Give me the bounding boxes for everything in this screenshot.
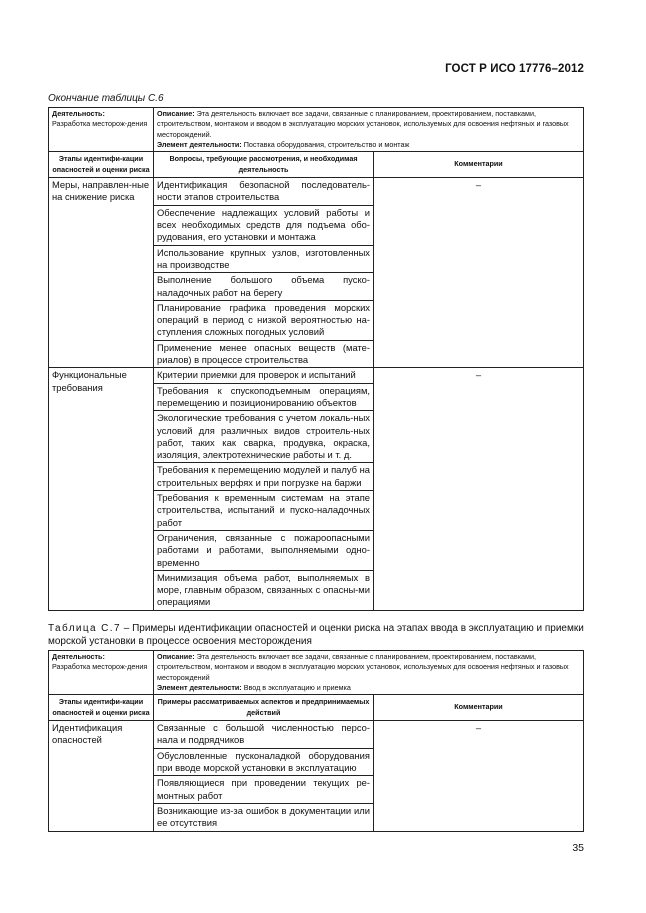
list-item: Критерии приемки для проверок и испытаний [154, 368, 373, 383]
column-header-row [49, 695, 584, 721]
comment-cell: – [374, 368, 584, 610]
list-item: Применение менее опасных веществ (мате-риалов) в процессе строительства [157, 341, 370, 366]
list-item: Требования к временным системам на этапе строительства, испытаний и пуско-наладочных работ [154, 491, 373, 531]
table-row [49, 368, 584, 610]
comment-cell: – [374, 721, 584, 831]
table-c7 [48, 650, 584, 832]
activity-value: Разработка месторож-дения [52, 662, 148, 672]
list-item: Ограничения, связанные с пожароопасными работами и работами, выполняемыми одно-временно [154, 531, 373, 571]
activity-cell [49, 108, 154, 152]
list-item: Возникающие из-за ошибок в документации или ее отсутствия [157, 804, 370, 829]
list-item: Идентификация безопасной последователь-ности этапов строительства [154, 178, 373, 206]
stage-cell: Меры, направлен-ные на снижение риска [49, 178, 154, 368]
activity-label: Деятельность: [52, 109, 105, 118]
element-text: Ввод в эксплуатацию и приемка [243, 682, 351, 692]
activity-label: Деятельность: [52, 652, 105, 661]
page-number: 35 [572, 842, 584, 854]
table-row [49, 178, 584, 368]
col-header-questions: Вопросы, требующие рассмотрения, и необходимая деятельность [154, 152, 374, 178]
col-header-comments: Комментарии [374, 695, 584, 721]
comment-cell: – [374, 178, 584, 368]
list-item: Минимизация объема работ, выполняемых в море, главным образом, связанных с опасны-ми операциями [157, 571, 370, 608]
description-text: Эта деятельность включает все задачи, связанные с планированием, проектированием, поставками, строительством, монтажом и вводом в эксплуатацию морских установок, используемых для освоения нефтяных и газовых месторождений. [157, 109, 569, 139]
caption-text: – Примеры идентификации опасностей и оценки риска на этапах ввода в эксплуатацию и приемки морской установки в процессе освоения месторождения [48, 623, 584, 647]
table-row [49, 721, 584, 831]
list-item: Выполнение большого объема пуско-наладочных работ на берегу [154, 273, 373, 301]
activity-row [49, 651, 584, 695]
table-continuation-label: Окончание таблицы С.6 [48, 93, 164, 104]
questions-cell [154, 721, 374, 831]
list-item: Требования к перемещению модулей и палуб на строительных верфях и при погрузке на баржи [154, 463, 373, 491]
col-header-stages: Этапы идентифи-кации опасностей и оценки риска [49, 695, 154, 721]
questions-cell [154, 178, 374, 368]
list-item: Планирование графика проведения морских операций в период с низкой вероятностью на-ступления сложных погодных условий [154, 301, 373, 341]
activity-cell [49, 651, 154, 695]
list-item: Связанные с большой численностью персо-нала и подрядчиков [154, 721, 373, 749]
stage-cell: Идентификация опасностей [49, 721, 154, 831]
table-c7-caption [48, 622, 600, 648]
document-header: ГОСТ Р ИСО 17776–2012 [445, 63, 584, 75]
list-item: Экологические требования с учетом локаль-ных условий для различных видов строитель-ных работ, таких как сварка, продувка, окраска, изоляция, электротехнические работы и т. д. [154, 411, 373, 463]
element-label: Элемент деятельности: [157, 682, 242, 692]
activity-value: Разработка месторож-дения [52, 119, 148, 129]
list-item: Требования к спускоподъемным операциям, перемещению и позиционированию объектов [154, 384, 373, 412]
col-header-comments: Комментарии [374, 152, 584, 178]
description-cell [154, 108, 584, 152]
list-item: Появляющиеся при проведении текущих ре-монтных работ [154, 776, 373, 804]
col-header-stages: Этапы идентифи-кации опасностей и оценки риска [49, 152, 154, 178]
list-item: Обеспечение надлежащих условий работы и всех необходимых средств для подъема обо-рудования, его установки и монтажа [154, 206, 373, 246]
stage-cell: Функциональные требования [49, 368, 154, 610]
element-text: Поставка оборудования, строительство и монтаж [243, 139, 410, 149]
description-cell [154, 651, 584, 695]
caption-prefix: Таблица С.7 [48, 623, 121, 634]
element-label: Элемент деятельности: [157, 139, 242, 149]
activity-row [49, 108, 584, 152]
questions-cell [154, 368, 374, 610]
col-header-questions: Примеры рассматриваемых аспектов и предпринимаемых действий [154, 695, 374, 721]
list-item: Обусловленные пусконаладкой оборудования при вводе морской установки в эксплуатацию [154, 749, 373, 777]
column-header-row [49, 152, 584, 178]
list-item: Использование крупных узлов, изготовленных на производстве [154, 246, 373, 274]
description-text: Эта деятельность включает все задачи, связанные с планированием, проектированием, поставками, строительством, монтажом и вводом в эксплуатацию морских установок, используемых для освоения нефтяных и газовых месторождений [157, 652, 569, 682]
table-c6 [48, 107, 584, 611]
description-label: Описание: [157, 652, 195, 661]
description-label: Описание: [157, 109, 195, 118]
